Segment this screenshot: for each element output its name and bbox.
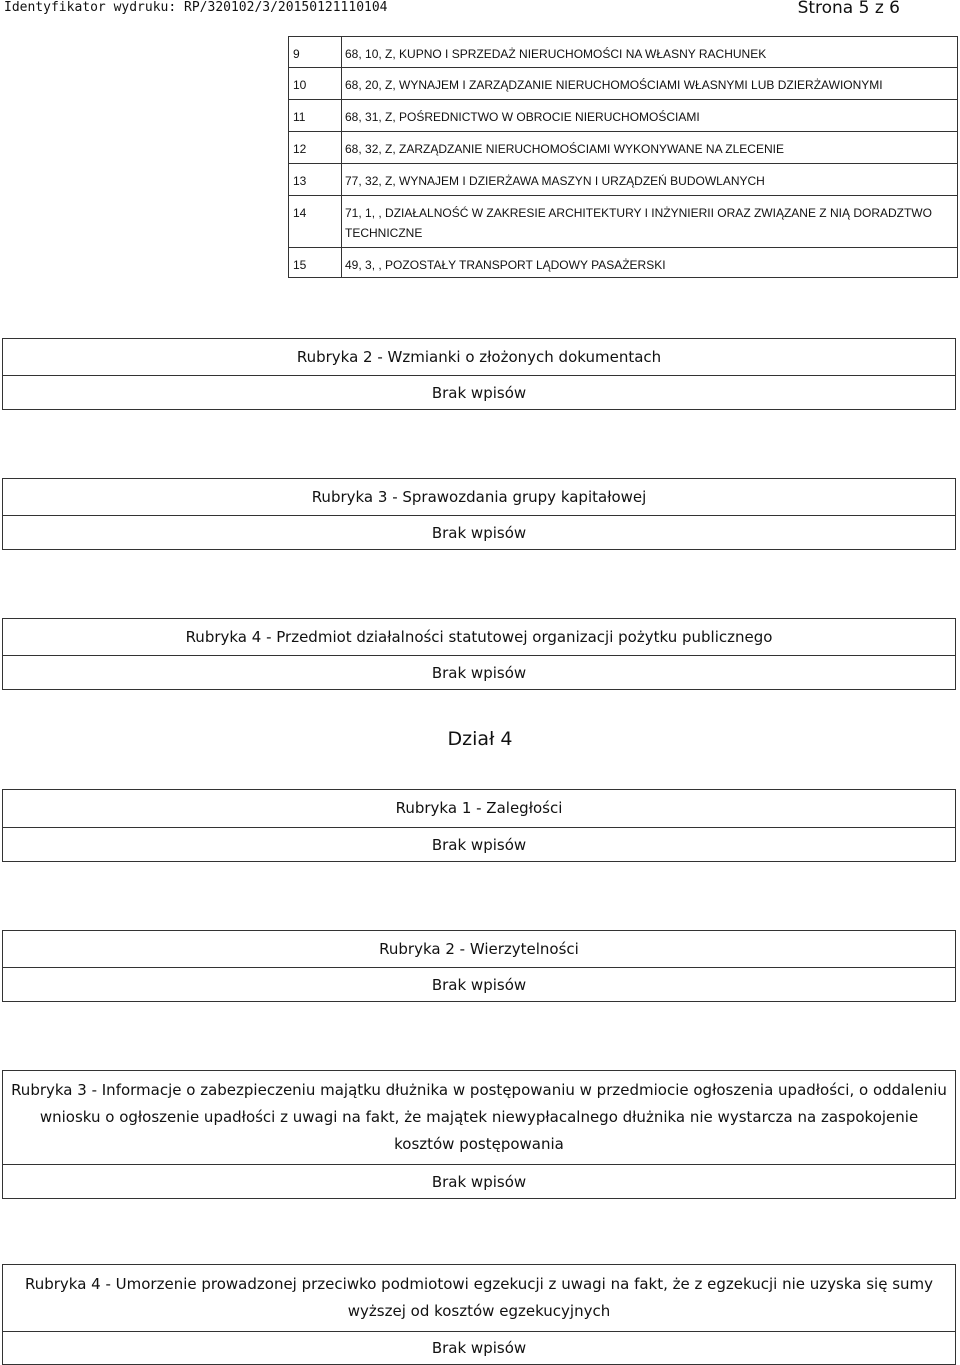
row-number: 9 bbox=[289, 37, 342, 68]
row-text: 71, 1, , DZIAŁALNOŚĆ W ZAKRESIE ARCHITEKTURY I INŻYNIERII ORAZ ZWIĄZANE Z NIĄ DORADZTWO TECHNICZNE bbox=[342, 196, 958, 248]
empty-entries-label: Brak wpisów bbox=[431, 663, 527, 682]
section-przedmiot-opp bbox=[2, 618, 956, 690]
table-row bbox=[289, 248, 958, 278]
empty-entries-label: Brak wpisów bbox=[431, 383, 527, 402]
row-text: 77, 32, Z, WYNAJEM I DZIERŻAWA MASZYN I URZĄDZEŃ BUDOWLANYCH bbox=[342, 164, 958, 196]
page-number: Strona 5 z 6 bbox=[797, 0, 900, 18]
empty-entries-label: Brak wpisów bbox=[431, 1339, 527, 1357]
section-title: Rubryka 4 - Przedmiot działalności statutowej organizacji pożytku publicznego bbox=[3, 619, 955, 656]
empty-entries-label: Brak wpisów bbox=[431, 1172, 527, 1191]
row-number: 10 bbox=[289, 68, 342, 100]
row-number: 13 bbox=[289, 164, 342, 196]
row-text: 49, 3, , POZOSTAŁY TRANSPORT LĄDOWY PASAŻERSKI bbox=[342, 248, 958, 278]
section-wzmianki bbox=[2, 338, 956, 410]
table-row bbox=[289, 68, 958, 100]
print-identifier: Identyfikator wydruku: RP/320102/3/20150121110104 bbox=[4, 0, 388, 15]
section-umorzenie-egzekucji bbox=[2, 1264, 956, 1365]
empty-entries-label: Brak wpisów bbox=[431, 835, 527, 854]
section-zabezpieczenie-majatku bbox=[2, 1070, 956, 1199]
row-number: 12 bbox=[289, 132, 342, 164]
table-row bbox=[289, 132, 958, 164]
section-zaleglosci bbox=[2, 789, 956, 862]
section-title: Rubryka 2 - Wzmianki o złożonych dokumentach bbox=[3, 339, 955, 376]
pkd-table bbox=[288, 36, 958, 278]
table-row bbox=[289, 164, 958, 196]
section-title: Rubryka 3 - Sprawozdania grupy kapitałowej bbox=[3, 479, 955, 516]
row-text: 68, 20, Z, WYNAJEM I ZARZĄDZANIE NIERUCHOMOŚCIAMI WŁASNYMI LUB DZIERŻAWIONYMI bbox=[342, 68, 958, 100]
section-title: Rubryka 4 - Umorzenie prowadzonej przeciwko podmiotowi egzekucji z uwagi na fakt, że z egzekucji nie uzyska się sumy wyższej od kosztów egzekucyjnych bbox=[3, 1265, 955, 1332]
section-sprawozdania bbox=[2, 478, 956, 550]
empty-entries-label: Brak wpisów bbox=[431, 523, 527, 542]
section-title: Rubryka 2 - Wierzytelności bbox=[3, 931, 955, 968]
row-number: 11 bbox=[289, 100, 342, 132]
division-heading: Dział 4 bbox=[447, 728, 513, 750]
section-title: Rubryka 3 - Informacje o zabezpieczeniu majątku dłużnika w postępowaniu w przedmiocie ogłoszenia upadłości, o oddaleniu wniosku o ogłoszenie upadłości z uwagi na fakt, że majątek niewypłacalnego dłużnika nie wystarcza na zaspokojenie kosztów postępowania bbox=[3, 1071, 955, 1165]
table-row bbox=[289, 100, 958, 132]
row-number: 15 bbox=[289, 248, 342, 278]
row-text: 68, 31, Z, POŚREDNICTWO W OBROCIE NIERUCHOMOŚCIAMI bbox=[342, 100, 958, 132]
table-row bbox=[289, 196, 958, 248]
section-wierzytelnosci bbox=[2, 930, 956, 1002]
table-row bbox=[289, 37, 958, 68]
row-text: 68, 10, Z, KUPNO I SPRZEDAŻ NIERUCHOMOŚCI NA WŁASNY RACHUNEK bbox=[342, 37, 958, 68]
section-title: Rubryka 1 - Zaległości bbox=[3, 790, 955, 828]
empty-entries-label: Brak wpisów bbox=[431, 975, 527, 994]
row-text: 68, 32, Z, ZARZĄDZANIE NIERUCHOMOŚCIAMI WYKONYWANE NA ZLECENIE bbox=[342, 132, 958, 164]
row-number: 14 bbox=[289, 196, 342, 248]
